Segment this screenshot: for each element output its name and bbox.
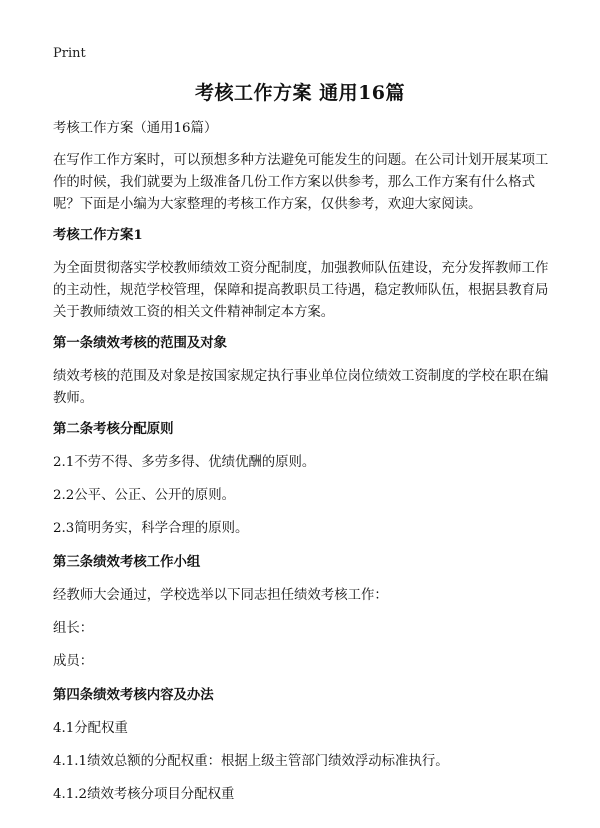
list-item: 2.1不劳不得、多劳多得、优绩优酬的原则。: [53, 455, 316, 470]
article-1-paragraph: 绩效考核的范围及对象是按国家规定执行事业单位岗位绩效工资制度的学校在职在编教师。: [53, 369, 549, 406]
list-item: 4.1.1绩效总额的分配权重：根据上级主管部门绩效浮动标准执行。: [53, 754, 449, 769]
list-item: 4.1分配权重: [53, 721, 128, 736]
document-body: [53, 118, 553, 817]
list-item: 4.1.2绩效考核分项目分配权重: [53, 787, 235, 802]
article-3-heading: 第三条绩效考核工作小组: [53, 554, 201, 570]
intro-paragraph: 在写作工作方案时，可以预想多种方法避免可能发生的问题。在公司计划开展某项工作的时候，我们就要为上级准备几份工作方案以供参考，那么工作方案有什么格式呢？下面是小编为大家整理的考核工作方案，仅供参考，欢迎大家阅读。: [53, 153, 549, 212]
article-1-heading: 第一条绩效考核的范围及对象: [53, 335, 228, 351]
document-title: 考核工作方案 通用16篇: [194, 82, 406, 104]
list-item: 成员：: [53, 654, 94, 669]
list-item: 组长：: [53, 621, 94, 636]
section-heading: 考核工作方案1: [53, 227, 143, 243]
list-item: 2.3简明务实，科学合理的原则。: [53, 521, 249, 536]
print-label: Print: [53, 46, 86, 61]
article-2-heading: 第二条考核分配原则: [53, 421, 174, 437]
article-4-heading: 第四条绩效考核内容及办法: [53, 687, 214, 703]
article-3-paragraph: 经教师大会通过，学校选举以下同志担任绩效考核工作：: [53, 588, 388, 603]
section-paragraph: 为全面贯彻落实学校教师绩效工资分配制度，加强教师队伍建设，充分发挥教师工作的主动性，规范学校管理，保障和提高教职员工待遇，稳定教师队伍，根据县教育局关于教师绩效工资的相关文件精神制定本方案。: [53, 261, 549, 320]
list-item: 2.2公平、公正、公开的原则。: [53, 488, 235, 503]
document-subtitle: 考核工作方案（通用16篇）: [53, 121, 218, 136]
